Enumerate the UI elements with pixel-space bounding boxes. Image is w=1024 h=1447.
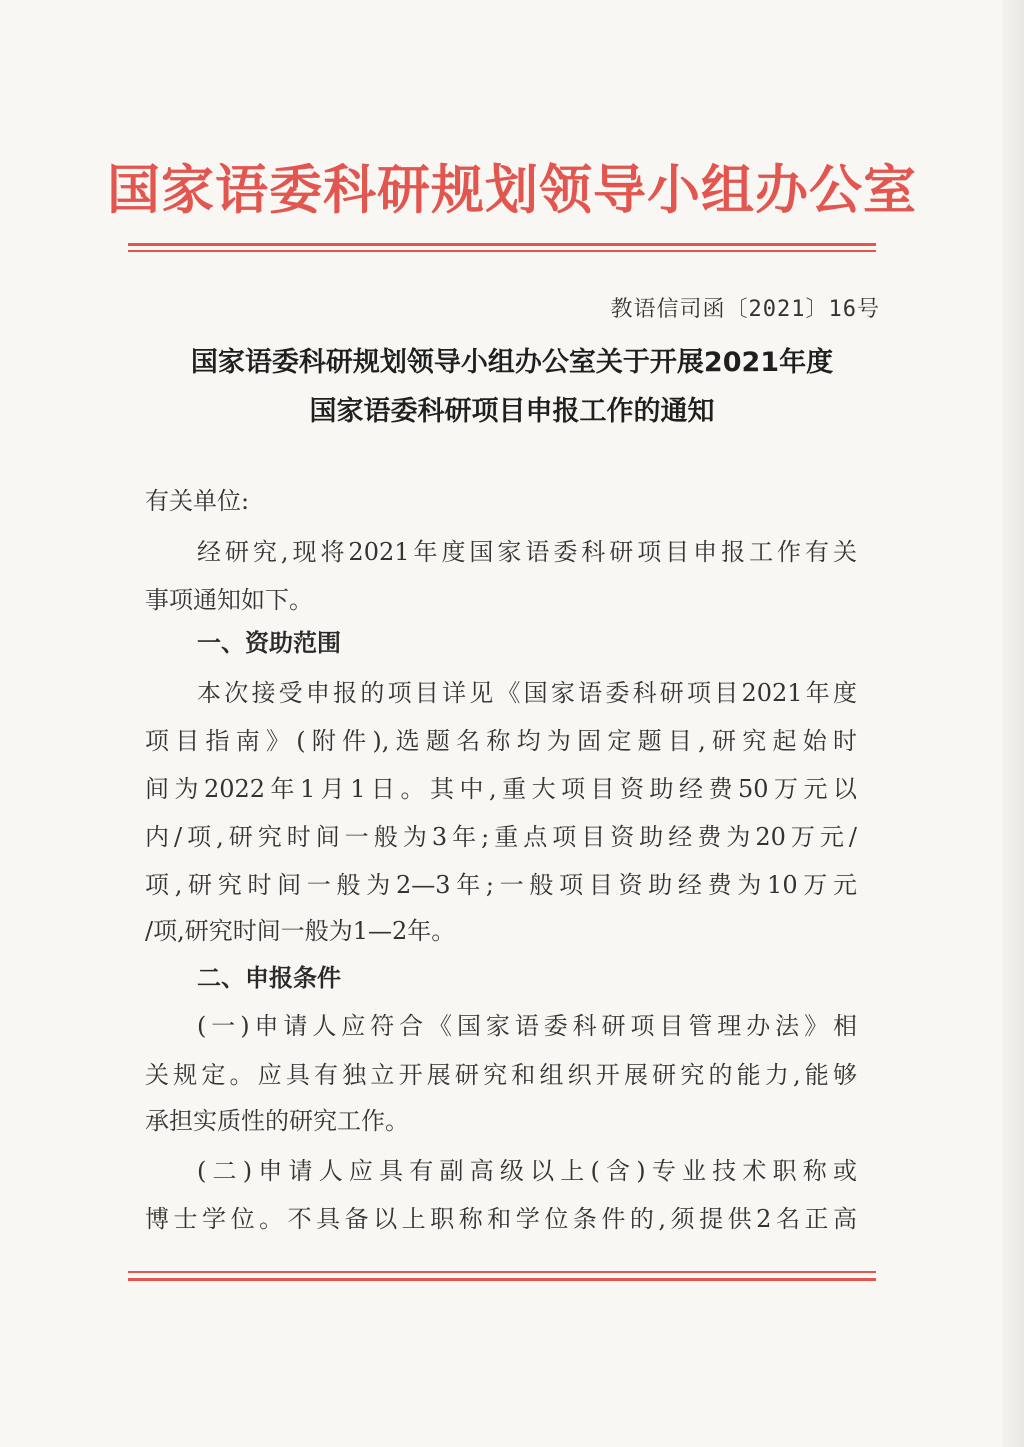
section-2-item-2-line-2: 博士学位。不具备以上职称和学位条件的,须提供2名正高 bbox=[145, 1205, 857, 1233]
intro-line-1: 经研究,现将2021年度国家语委科研项目申报工作有关 bbox=[197, 538, 857, 566]
salutation: 有关单位: bbox=[145, 487, 250, 515]
section-1-heading: 一、资助范围 bbox=[197, 629, 341, 657]
footer-rule-thick bbox=[128, 1278, 876, 1281]
section-1-line-3: 间为2022年1月1日。其中,重大项目资助经费50万元以 bbox=[145, 775, 857, 803]
footer-rule-thin bbox=[128, 1271, 876, 1273]
document-number: 教语信司函〔2021〕16号 bbox=[610, 297, 880, 322]
letterhead-rule-thick bbox=[128, 243, 876, 246]
section-2-heading: 二、申报条件 bbox=[197, 964, 341, 992]
section-2-item-1-line-3: 承担实质性的研究工作。 bbox=[145, 1107, 409, 1135]
section-1-line-5: 项,研究时间一般为2—3年;一般项目资助经费为10万元 bbox=[145, 871, 857, 899]
intro-line-2: 事项通知如下。 bbox=[145, 586, 313, 614]
section-1-line-4: 内/项,研究时间一般为3年;重点项目资助经费为20万元/ bbox=[145, 823, 857, 851]
letterhead-title: 国家语委科研规划领导小组办公室 bbox=[107, 159, 917, 221]
section-2-item-2-line-1: (二)申请人应具有副高级以上(含)专业技术职称或 bbox=[197, 1157, 857, 1185]
section-2-item-1-line-1: (一)申请人应符合《国家语委科研项目管理办法》相 bbox=[197, 1012, 857, 1040]
section-1-line-6: /项,研究时间一般为1—2年。 bbox=[145, 917, 456, 945]
section-1-line-2: 项目指南》(附件),选题名称均为固定题目,研究起始时 bbox=[145, 727, 857, 755]
notice-title-line-2: 国家语委科研项目申报工作的通知 bbox=[309, 396, 715, 427]
letterhead-rule-thin bbox=[128, 250, 876, 252]
section-2-item-1-line-2: 关规定。应具有独立开展研究和组织开展研究的能力,能够 bbox=[145, 1061, 857, 1089]
notice-title-line-1: 国家语委科研规划领导小组办公室关于开展2021年度 bbox=[190, 347, 834, 378]
section-1-line-1: 本次接受申报的项目详见《国家语委科研项目2021年度 bbox=[197, 679, 857, 707]
